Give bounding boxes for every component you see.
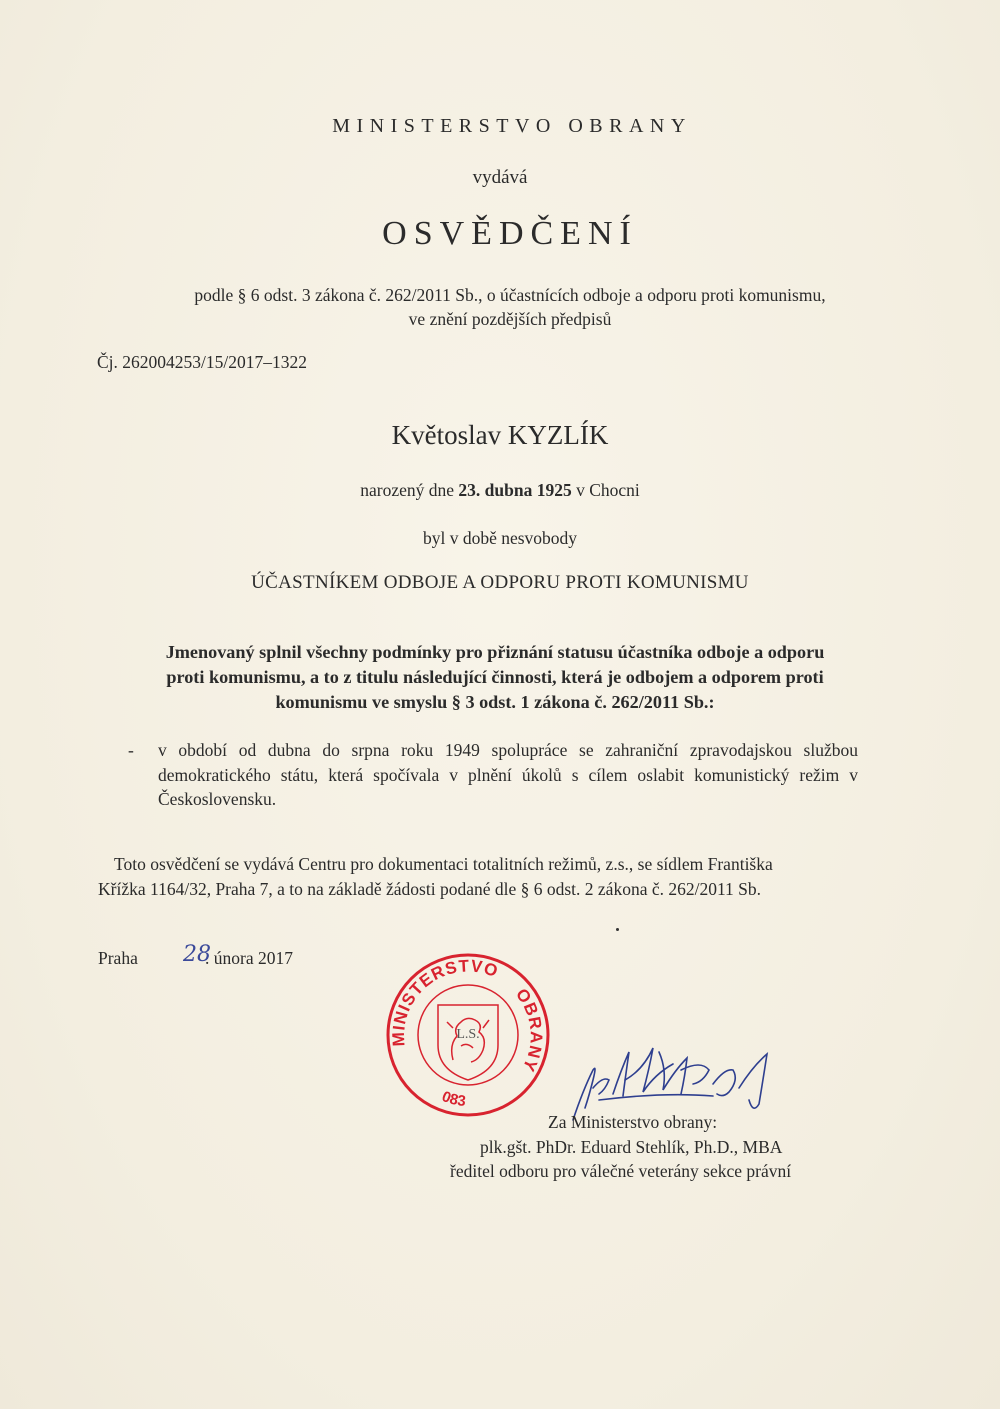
signatory-name: plk.gšt. PhDr. Eduard Stehlík, Ph.D., MBA (480, 1136, 783, 1157)
stamp-number: 083 (439, 1087, 467, 1111)
statement-line-1: Jmenovaný splnil všechny podmínky pro přiznání statusu účastníka odboje a odporu (165, 642, 825, 662)
legal-basis (0, 283, 1000, 331)
date-rest: . února 2017 (205, 948, 293, 968)
ministry-heading: MINISTERSTVO OBRANY (332, 115, 692, 137)
statement-line-2: proti komunismu, a to z titulu následující činnosti, která je odbojem a odporem proti (166, 667, 824, 687)
document-title: OSVĚDČENÍ (382, 215, 638, 252)
lion-shield-icon (438, 1005, 498, 1080)
birth-line (0, 480, 1000, 501)
handwritten-day: 28 (183, 942, 211, 967)
stamp-right-text: OBRANY (511, 985, 546, 1075)
stamp-top-text: MINISTERSTVO (388, 956, 501, 1047)
birth-prefix: narozený dne (360, 480, 459, 500)
activity-item (128, 738, 858, 812)
issues-line: vydává (472, 167, 528, 188)
issued-to-paragraph (98, 852, 873, 902)
stamp-center-text: L.S. (456, 1027, 480, 1042)
activity-text: v období od dubna do srpna roku 1949 spolupráce se zahraniční zpravodajskou službou demokratického státu, která spočívala v plnění úkolů s cílem oslabit komunistický režim v Československu. (158, 740, 858, 809)
statement-line-3: komunismu ve smyslu § 3 odst. 1 zákona č. 262/2011 Sb.: (275, 692, 715, 712)
statement (110, 640, 880, 715)
legal-basis-line-1: podle § 6 odst. 3 zákona č. 262/2011 Sb., o účastnících odboje a odporu proti komunismu, (194, 285, 826, 305)
place-date (98, 942, 293, 969)
status-line: ÚČASTNÍKEM ODBOJE A ODPORU PROTI KOMUNISMU (251, 572, 749, 593)
period-line: byl v době nesvobody (422, 528, 578, 548)
ink-dot (616, 928, 619, 931)
signatory-block (420, 1110, 920, 1184)
signatory-for: Za Ministerstvo obrany: (548, 1112, 718, 1132)
official-stamp (383, 950, 553, 1120)
reference-number: Čj. 262004253/15/2017–1322 (97, 352, 308, 372)
birth-date: 23. dubna 1925 (458, 480, 572, 500)
legal-basis-line-2: ve znění pozdějších předpisů (408, 309, 612, 329)
issued-to-line-1: Toto osvědčení se vydává Centru pro dokumentaci totalitních režimů, z.s., se sídlem Františka (114, 854, 773, 874)
birth-place: v Chocni (571, 480, 640, 500)
signatory-role: ředitel odboru pro válečné veterány sekce právní (450, 1161, 792, 1181)
list-dash: - (128, 740, 134, 760)
place-name: Praha (98, 948, 138, 968)
person-name: Květoslav KYZLÍK (391, 420, 609, 450)
issued-to-line-2: Křížka 1164/32, Praha 7, a to na základě žádosti podané dle § 6 odst. 2 zákona č. 262/2011 Sb. (98, 879, 762, 899)
